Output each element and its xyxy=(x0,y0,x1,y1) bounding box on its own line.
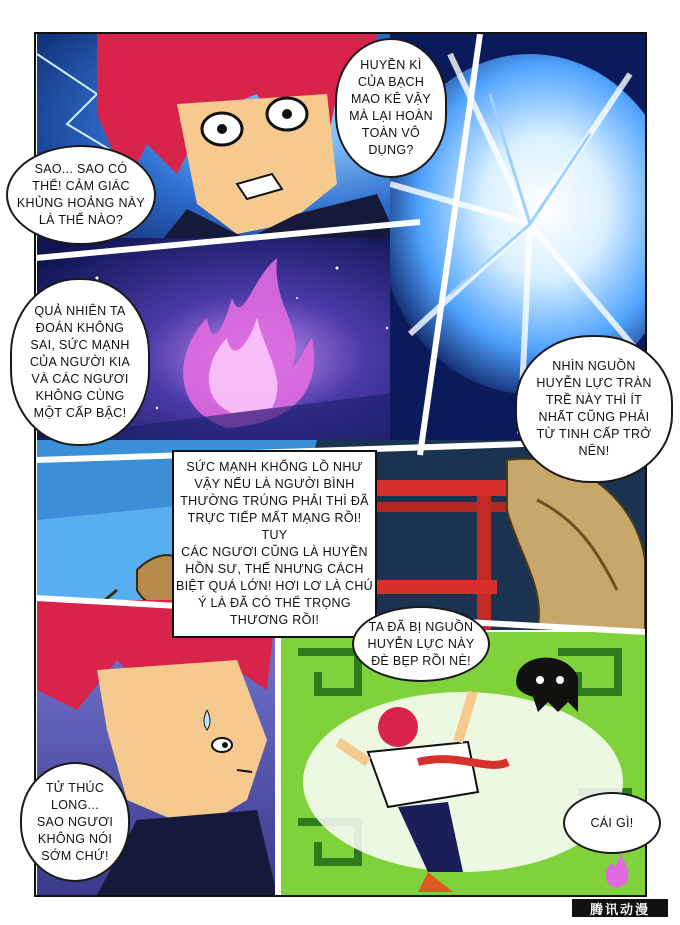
speech-bubble-cai-gi: CÁI GÌ! xyxy=(563,792,661,854)
speech-bubble-huyen-ki: HUYỀN KÌ CỦA BẠCH MAO KÊ VẬY MÀ LẠI HOÀN TOÀN VÔ DỤNG? xyxy=(335,38,447,178)
speech-bubble-ta-da-bi: TA ĐÃ BỊ NGUỒN HUYỄN LỰC NÀY ĐÈ BẸP RỒI NÈ! xyxy=(352,606,490,682)
publisher-watermark: 腾讯动漫 xyxy=(570,897,670,919)
speech-bubble-qua-nhien: QUẢ NHIÊN TA ĐOÁN KHÔNG SAI, SỨC MẠNH CỦA NGƯỜI KIA VÀ CÁC NGƯƠI KHÔNG CÙNG MỘT CẤP BẬC! xyxy=(10,278,150,446)
narration-caption-suc-manh: SỨC MẠNH KHỔNG LỒ NHƯ VẬY NẾU LÀ NGƯỜI BÌNH THƯỜNG TRÚNG PHẢI THÌ ĐÃ TRỰC TIẾP MẤT MẠNG RỒI! TUY CÁC NGƯƠI CŨNG LÀ HUYỀN HỒN SƯ, THẾ NHƯNG CÁCH BIỆT QUÁ LỚN! HƠI LƠ LÀ CHÚ Ý LÀ ĐÃ CÓ THỂ TRỌNG THƯƠNG RỒI! xyxy=(172,450,377,638)
small-pink-flame xyxy=(596,850,636,890)
speech-bubble-sao-co-the: SAO... SAO CÓ THỂ! CẢM GIÁC KHỦNG HOẢNG NÀY LÀ THẾ NÀO? xyxy=(6,145,156,245)
speech-bubble-nhin-nguon: NHÌN NGUỒN HUYỄN LỰC TRÀN TRỀ NÀY THÌ ÍT NHẤT CŨNG PHẢI TỪ TINH CẤP TRỞ NÊN! xyxy=(515,335,673,483)
speech-bubble-tu-thuc-long: TỬ THÚC LONG... SAO NGƯƠI KHÔNG NÓI SỚM CHỨ! xyxy=(20,762,130,882)
